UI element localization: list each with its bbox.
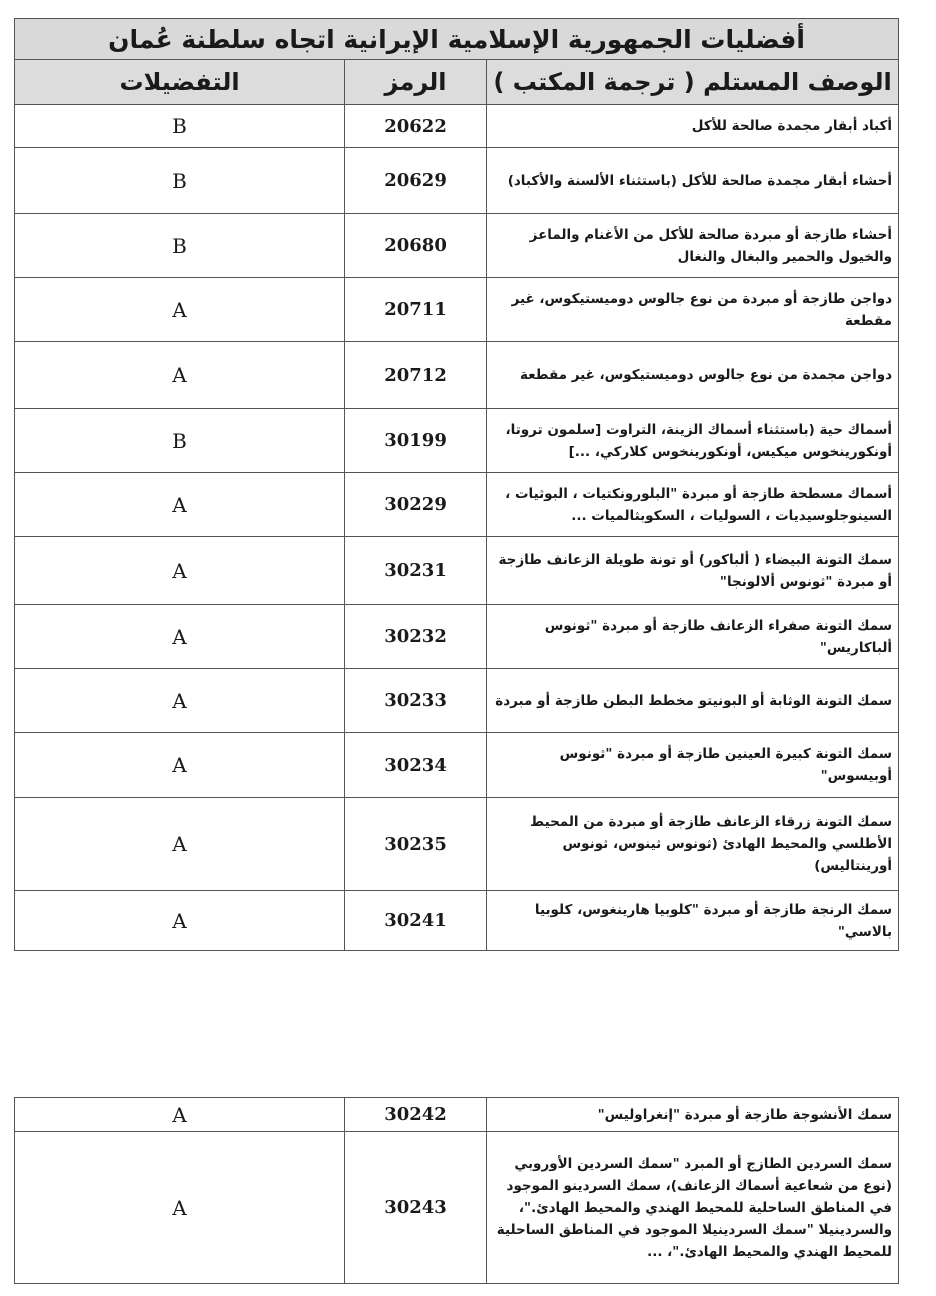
row-preference: A bbox=[15, 1132, 345, 1284]
row-description: أكباد أبقار مجمدة صالحة للأكل bbox=[487, 105, 899, 148]
row-code: 30232 bbox=[345, 605, 487, 669]
row-preference: A bbox=[15, 278, 345, 342]
row-code: 30235 bbox=[345, 798, 487, 891]
row-code: 30234 bbox=[345, 733, 487, 798]
row-preference: A bbox=[15, 798, 345, 891]
row-preference: A bbox=[15, 605, 345, 669]
row-description: سمك التونة زرقاء الزعانف طازجة أو مبردة من المحيط الأطلسي والمحيط الهادئ (ثونوس ثينوس، ثونوس أورينتاليس) bbox=[487, 798, 899, 891]
row-code: 30241 bbox=[345, 891, 487, 951]
table-row bbox=[15, 409, 899, 473]
row-preference: A bbox=[15, 1098, 345, 1132]
row-preference: B bbox=[15, 148, 345, 214]
header-description: الوصف المستلم ( ترجمة المكتب ) bbox=[487, 60, 899, 105]
row-description: دواجن طازجة أو مبردة من نوع جالوس دوميستيكوس، غير مقطعة bbox=[487, 278, 899, 342]
table-row bbox=[15, 1132, 899, 1284]
table-row bbox=[15, 669, 899, 733]
row-code: 20712 bbox=[345, 342, 487, 409]
row-preference: B bbox=[15, 105, 345, 148]
row-description: سمك التونة البيضاء ( ألباكور) أو تونة طويلة الزعانف طازجة أو مبردة "ثونوس ألالونجا" bbox=[487, 537, 899, 605]
row-code: 30242 bbox=[345, 1098, 487, 1132]
preferences-table bbox=[14, 18, 899, 951]
table-row bbox=[15, 537, 899, 605]
row-description: أسماك حية (باستثناء أسماك الزينة، التراوت [سلمون تروتا، أونكورينخوس ميكيس، أونكورينخوس كلاركي، ...] bbox=[487, 409, 899, 473]
table-title: أفضليات الجمهورية الإسلامية الإيرانية اتجاه سلطنة عُمان bbox=[15, 19, 899, 60]
row-code: 30229 bbox=[345, 473, 487, 537]
row-preference: A bbox=[15, 891, 345, 951]
table-row bbox=[15, 105, 899, 148]
table-row bbox=[15, 473, 899, 537]
row-code: 30199 bbox=[345, 409, 487, 473]
row-preference: A bbox=[15, 537, 345, 605]
table-row bbox=[15, 148, 899, 214]
row-code: 30231 bbox=[345, 537, 487, 605]
table-row bbox=[15, 891, 899, 951]
header-code: الرمز bbox=[345, 60, 487, 105]
row-description: دواجن مجمدة من نوع جالوس دوميستيكوس، غير مقطعة bbox=[487, 342, 899, 409]
table-row bbox=[15, 605, 899, 669]
table-row bbox=[15, 342, 899, 409]
row-description: سمك التونة صفراء الزعانف طازجة أو مبردة "ثونوس ألباكاريس" bbox=[487, 605, 899, 669]
header-preference: التفضيلات bbox=[15, 60, 345, 105]
row-description: سمك الرنجة طازجة أو مبردة "كلوبيا هارينغوس، كلوبيا بالاسي" bbox=[487, 891, 899, 951]
row-code: 20622 bbox=[345, 105, 487, 148]
row-code: 20629 bbox=[345, 148, 487, 214]
row-preference: A bbox=[15, 669, 345, 733]
row-preference: A bbox=[15, 733, 345, 798]
row-preference: B bbox=[15, 214, 345, 278]
table-row bbox=[15, 733, 899, 798]
row-preference: A bbox=[15, 342, 345, 409]
row-description: أحشاء طازجة أو مبردة صالحة للأكل من الأغنام والماعز والخيول والحمير والبغال والنغال bbox=[487, 214, 899, 278]
table-row bbox=[15, 278, 899, 342]
row-description: أسماك مسطحة طازجة أو مبردة "البلورونكتيات ، البوثيات ، السينوجلوسيديات ، السوليات ، السكوبثالميات ... bbox=[487, 473, 899, 537]
row-description: سمك السردين الطازج أو المبرد "سمك السردين الأوروبي (نوع من شعاعية أسماك الزعانف)، سمك السردينو الموجود في المناطق الساحلية للمحيط الهندي والمحيط الهادئ."، والسردينيلا "سمك السردينيلا الموجود في المناطق الساحلية للمحيط الهندي والمحيط الهادئ."، ... bbox=[487, 1132, 899, 1284]
row-description: سمك التونة كبيرة العينين طازجة أو مبردة "ثونوس أوبيسوس" bbox=[487, 733, 899, 798]
row-description: سمك الأنشوجة طازجة أو مبردة "إنغراوليس" bbox=[487, 1098, 899, 1132]
row-code: 20680 bbox=[345, 214, 487, 278]
row-code: 30243 bbox=[345, 1132, 487, 1284]
row-code: 30233 bbox=[345, 669, 487, 733]
table-row bbox=[15, 798, 899, 891]
row-preference: B bbox=[15, 409, 345, 473]
row-preference: A bbox=[15, 473, 345, 537]
row-code: 20711 bbox=[345, 278, 487, 342]
table-row bbox=[15, 1098, 899, 1132]
preferences-table-continued bbox=[14, 1097, 899, 1284]
row-description: سمك التونة الوثابة أو البونيتو مخطط البطن طازجة أو مبردة bbox=[487, 669, 899, 733]
row-description: أحشاء أبقار مجمدة صالحة للأكل (باستثناء الألسنة والأكباد) bbox=[487, 148, 899, 214]
table-row bbox=[15, 214, 899, 278]
